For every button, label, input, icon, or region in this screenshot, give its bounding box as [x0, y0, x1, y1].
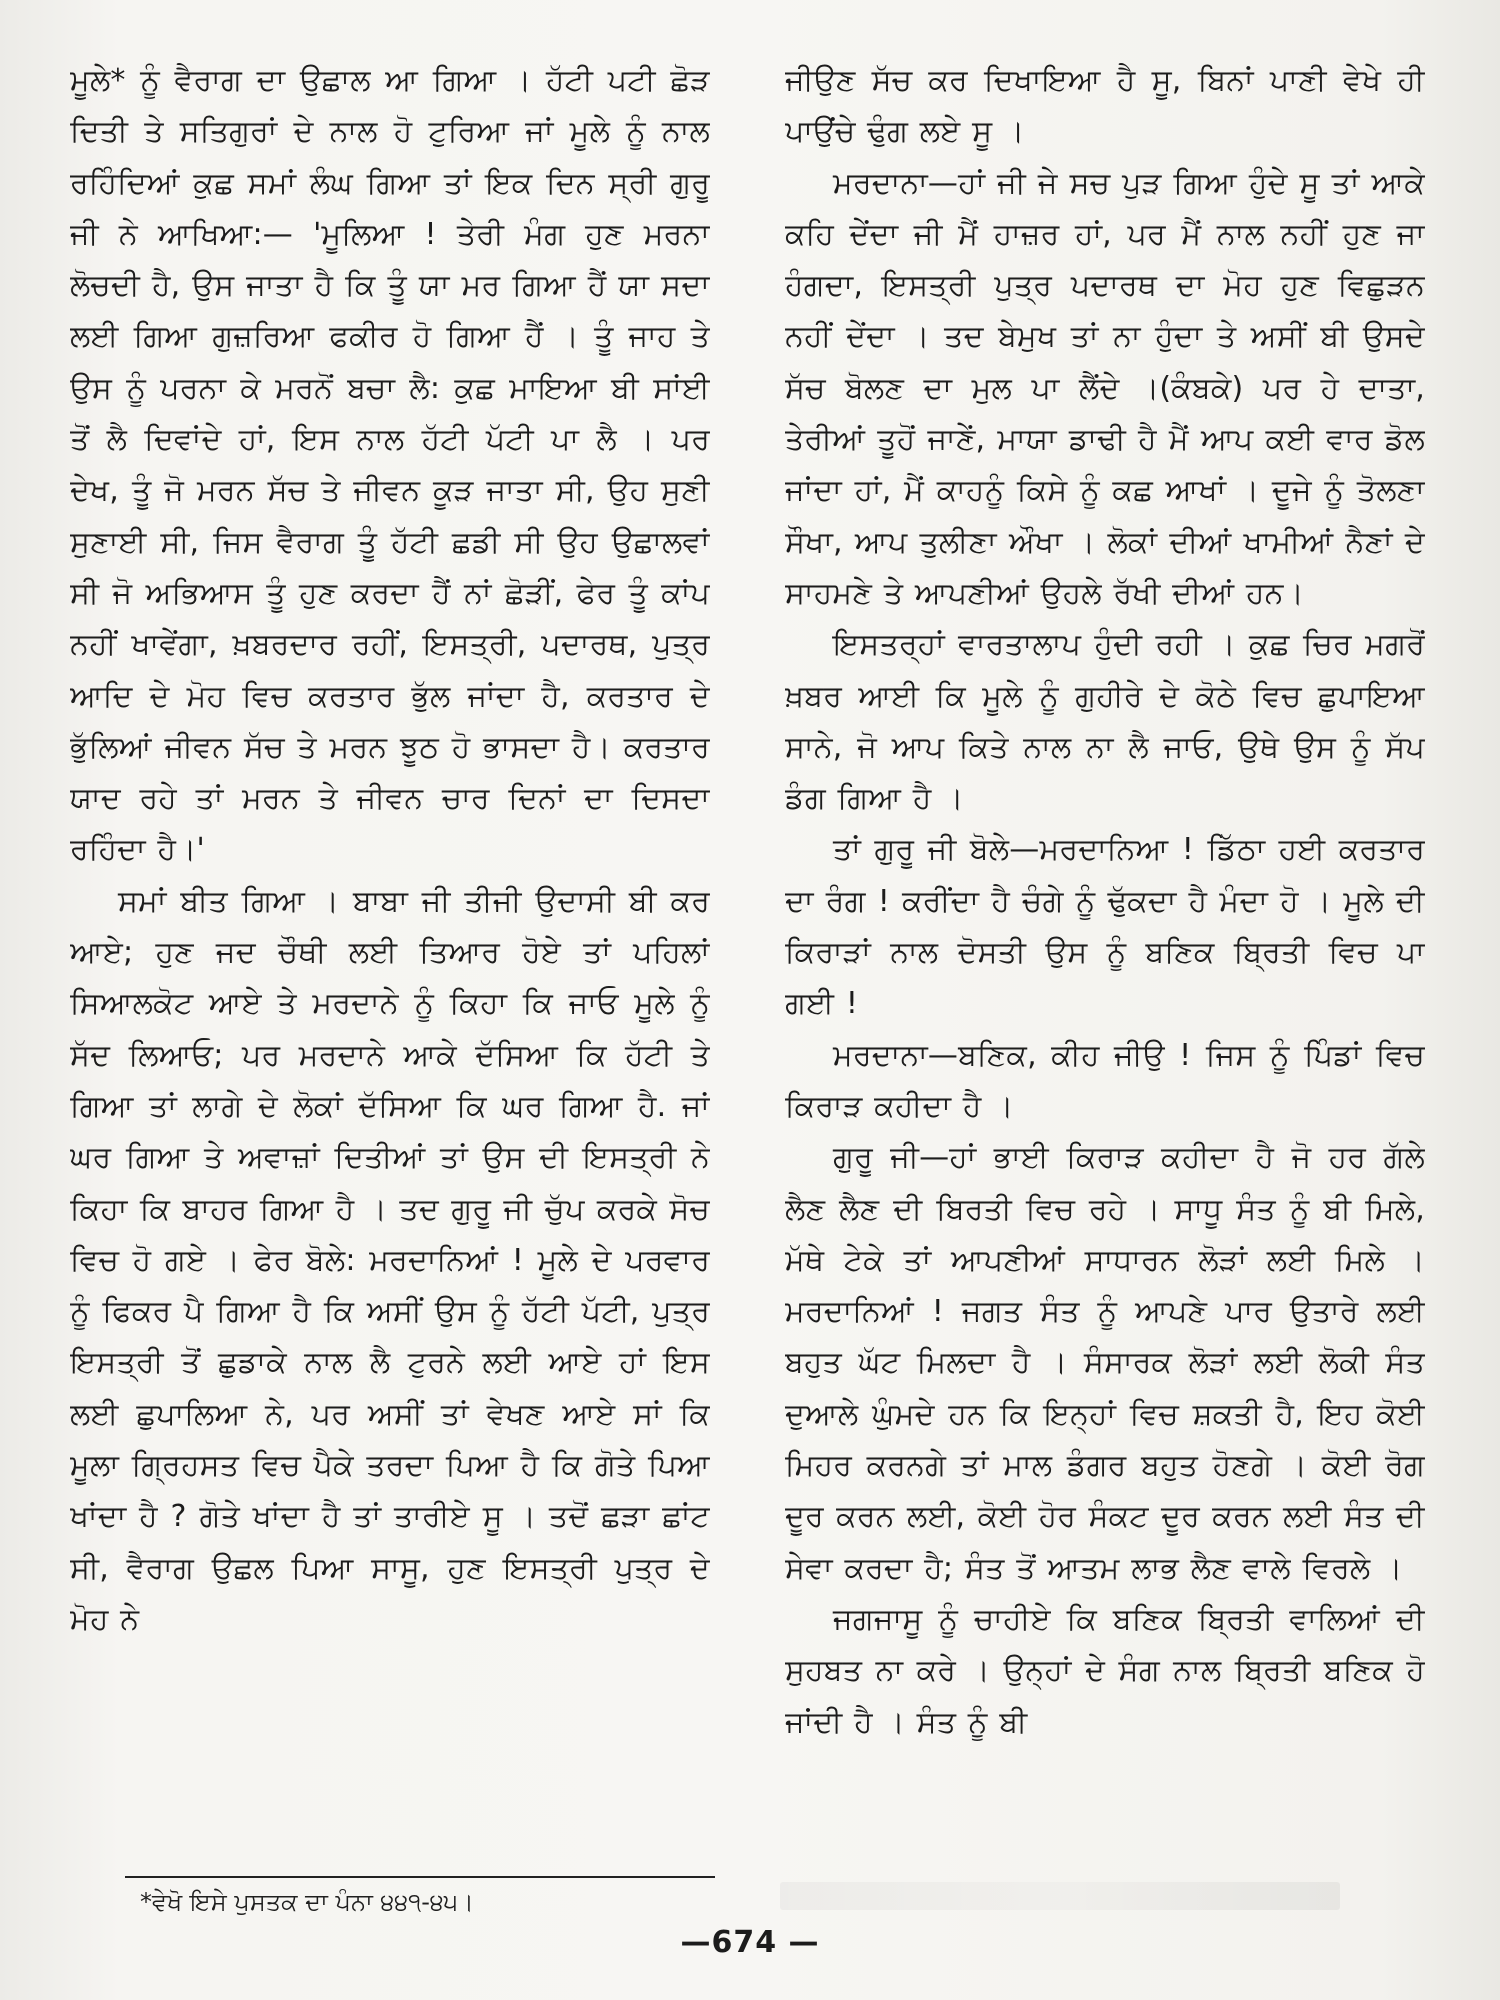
right-paragraph-4: ਤਾਂ ਗੁਰੂ ਜੀ ਬੋਲੇ—ਮਰਦਾਨਿਆ ! ਡਿੱਠਾ ਹਈ ਕਰਤਾਰ ਦਾ ਰੰਗ ! ਕਰੀਂਦਾ ਹੈ ਚੰਗੇ ਨੂੰ ਢੁੱਕਦਾ ਹੈ ਮੰਦਾ ਹੋ । ਮੂਲੇ ਦੀ ਕਿਰਾੜਾਂ ਨਾਲ ਦੋਸਤੀ ਉਸ ਨੂੰ ਬਣਿਕ ਬ੍ਰਿਤੀ ਵਿਚ ਪਾ ਗਈ ! [785, 832, 1425, 1022]
footnote: *ਵੇਖੋ ਇਸੇ ਪੁਸਤਕ ਦਾ ਪੰਨਾ ੪੪੧-੪੫। [140, 1888, 474, 1916]
left-paragraph-2: ਸਮਾਂ ਬੀਤ ਗਿਆ । ਬਾਬਾ ਜੀ ਤੀਜੀ ਉਦਾਸੀ ਬੀ ਕਰ ਆਏ; ਹੁਣ ਜਦ ਚੌਥੀ ਲਈ ਤਿਆਰ ਹੋਏ ਤਾਂ ਪਹਿਲਾਂ ਸਿਆਲਕੋਟ ਆਏ ਤੇ ਮਰਦਾਨੇ ਨੂੰ ਕਿਹਾ ਕਿ ਜਾਓ ਮੂਲੇ ਨੂੰ ਸੱਦ ਲਿਆਓ; ਪਰ ਮਰਦਾਨੇ ਆਕੇ ਦੱਸਿਆ ਕਿ ਹੱਟੀ ਤੇ ਗਿਆ ਤਾਂ ਲਾਗੇ ਦੇ ਲੋਕਾਂ ਦੱਸਿਆ ਕਿ ਘਰ ਗਿਆ ਹੈ. ਜਾਂ ਘਰ ਗਿਆ ਤੇ ਅਵਾਜ਼ਾਂ ਦਿਤੀਆਂ ਤਾਂ ਉਸ ਦੀ ਇਸਤ੍ਰੀ ਨੇ ਕਿਹਾ ਕਿ ਬਾਹਰ ਗਿਆ ਹੈ । ਤਦ ਗੁਰੂ ਜੀ ਚੁੱਪ ਕਰਕੇ ਸੋਚ ਵਿਚ ਹੋ ਗਏ । ਫੇਰ ਬੋਲੇ: ਮਰਦਾਨਿਆਂ ! ਮੂਲੇ ਦੇ ਪਰਵਾਰ ਨੂੰ ਫਿਕਰ ਪੈ ਗਿਆ ਹੈ ਕਿ ਅਸੀਂ ਉਸ ਨੂੰ ਹੱਟੀ ਪੱਟੀ, ਪੁਤ੍ਰ ਇਸਤ੍ਰੀ ਤੋਂ ਛੁਡਾਕੇ ਨਾਲ ਲੈ ਟੁਰਨੇ ਲਈ ਆਏ ਹਾਂ ਇਸ ਲਈ ਛੁਪਾਲਿਆ ਨੇ, ਪਰ ਅਸੀਂ ਤਾਂ ਵੇਖਣ ਆਏ ਸਾਂ ਕਿ ਮੂਲਾ ਗ੍ਰਿਹਸਤ ਵਿਚ ਪੈਕੇ ਤਰਦਾ ਪਿਆ ਹੈ ਕਿ ਗੋਤੇ ਪਿਆ ਖਾਂਦਾ ਹੈ ? ਗੋਤੇ ਖਾਂਦਾ ਹੈ ਤਾਂ ਤਾਰੀਏ ਸੂ । ਤਦੋਂ ਛੜਾ ਛਾਂਟ ਸੀ, ਵੈਰਾਗ ਉਛਲ ਪਿਆ ਸਾਸੂ, ਹੁਣ ਇਸਤ੍ਰੀ ਪੁਤ੍ਰ ਦੇ ਮੋਹ ਨੇ [70, 883, 710, 1637]
page-number: —674 — [680, 1925, 820, 1960]
bleed-through-text [780, 1882, 1340, 1910]
right-paragraph-2: ਮਰਦਾਨਾ—ਹਾਂ ਜੀ ਜੇ ਸਚ ਪੁੜ ਗਿਆ ਹੁੰਦੇ ਸੂ ਤਾਂ ਆਕੇ ਕਹਿ ਦੇਂਦਾ ਜੀ ਮੈਂ ਹਾਜ਼ਰ ਹਾਂ, ਪਰ ਮੈਂ ਨਾਲ ਨਹੀਂ ਹੁਣ ਜਾ ਹੰਗਦਾ, ਇਸਤ੍ਰੀ ਪੁਤ੍ਰ ਪਦਾਰਥ ਦਾ ਮੋਹ ਹੁਣ ਵਿਛੁੜਨ ਨਹੀਂ ਦੇਂਦਾ । ਤਦ ਬੇਮੁਖ ਤਾਂ ਨਾ ਹੁੰਦਾ ਤੇ ਅਸੀਂ ਬੀ ਉਸਦੇ ਸੱਚ ਬੋਲਣ ਦਾ ਮੁਲ ਪਾ ਲੈਂਦੇ ।(ਕੰਬਕੇ) ਪਰ ਹੇ ਦਾਤਾ, ਤੇਰੀਆਂ ਤੂਹੋਂ ਜਾਣੇਂ, ਮਾਯਾ ਡਾਢੀ ਹੈ ਮੈਂ ਆਪ ਕਈ ਵਾਰ ਡੋਲ ਜਾਂਦਾ ਹਾਂ, ਮੈਂ ਕਾਹਨੂੰ ਕਿਸੇ ਨੂੰ ਕਛ ਆਖਾਂ । ਦੂਜੇ ਨੂੰ ਤੋਲਣਾ ਸੌਖਾ, ਆਪ ਤੁਲੀਣਾ ਔਖਾ । ਲੋਕਾਂ ਦੀਆਂ ਖਾਮੀਆਂ ਨੈਣਾਂ ਦੇ ਸਾਹਮਣੇ ਤੇ ਆਪਣੀਆਂ ਉਹਲੇ ਰੱਖੀ ਦੀਆਂ ਹਨ। [785, 165, 1425, 611]
right-paragraph-7: ਜਗਜਾਸੂ ਨੂੰ ਚਾਹੀਏ ਕਿ ਬਣਿਕ ਬ੍ਰਿਤੀ ਵਾਲਿਆਂ ਦੀ ਸੁਹਬਤ ਨਾ ਕਰੇ । ਉਨ੍ਹਾਂ ਦੇ ਸੰਗ ਨਾਲ ਬ੍ਰਿਤੀ ਬਣਿਕ ਹੋ ਜਾਂਦੀ ਹੈ । ਸੰਤ ਨੂੰ ਬੀ [785, 1601, 1425, 1740]
left-paragraph-1: ਮੂਲੇ* ਨੂੰ ਵੈਰਾਗ ਦਾ ਉਛਾਲ ਆ ਗਿਆ । ਹੱਟੀ ਪਟੀ ਛੋੜ ਦਿਤੀ ਤੇ ਸਤਿਗੁਰਾਂ ਦੇ ਨਾਲ ਹੋ ਟੁਰਿਆ ਜਾਂ ਮੂਲੇ ਨੂੰ ਨਾਲ ਰਹਿੰਦਿਆਂ ਕੁਛ ਸਮਾਂ ਲੰਘ ਗਿਆ ਤਾਂ ਇਕ ਦਿਨ ਸ੍ਰੀ ਗੁਰੂ ਜੀ ਨੇ ਆਖਿਆ:— 'ਮੂਲਿਆ ! ਤੇਰੀ ਮੰਗ ਹੁਣ ਮਰਨਾ ਲੋਚਦੀ ਹੈ, ਉਸ ਜਾਤਾ ਹੈ ਕਿ ਤੂੰ ਯਾ ਮਰ ਗਿਆ ਹੈਂ ਯਾ ਸਦਾ ਲਈ ਗਿਆ ਗੁਜ਼ਰਿਆ ਫਕੀਰ ਹੋ ਗਿਆ ਹੈਂ । ਤੂੰ ਜਾਹ ਤੇ ਉਸ ਨੂੰ ਪਰਨਾ ਕੇ ਮਰਨੋਂ ਬਚਾ ਲੈ: ਕੁਛ ਮਾਇਆ ਬੀ ਸਾਂਈ ਤੋਂ ਲੈ ਦਿਵਾਂਦੇ ਹਾਂ, ਇਸ ਨਾਲ ਹੱਟੀ ਪੱਟੀ ਪਾ ਲੈ । ਪਰ ਦੇਖ, ਤੂੰ ਜੋ ਮਰਨ ਸੱਚ ਤੇ ਜੀਵਨ ਕੂੜ ਜਾਤਾ ਸੀ, ਉਹ ਸੁਣੀ ਸੁਣਾਈ ਸੀ, ਜਿਸ ਵੈਰਾਗ ਤੂੰ ਹੱਟੀ ਛਡੀ ਸੀ ਉਹ ਉਛਾਲਵਾਂ ਸੀ ਜੋ ਅਭਿਆਸ ਤੂੰ ਹੁਣ ਕਰਦਾ ਹੈਂ ਨਾਂ ਛੋੜੀਂ, ਫੇਰ ਤੂੰ ਕਾਂਪ ਨਹੀਂ ਖਾਵੇਂਗਾ, ਖ਼ਬਰਦਾਰ ਰਹੀਂ, ਇਸਤ੍ਰੀ, ਪਦਾਰਥ, ਪੁਤ੍ਰ ਆਦਿ ਦੇ ਮੋਹ ਵਿਚ ਕਰਤਾਰ ਭੁੱਲ ਜਾਂਦਾ ਹੈ, ਕਰਤਾਰ ਦੇ ਭੁੱਲਿਆਂ ਜੀਵਨ ਸੱਚ ਤੇ ਮਰਨ ਝੂਠ ਹੋ ਭਾਸਦਾ ਹੈ। ਕਰਤਾਰ ਯਾਦ ਰਹੇ ਤਾਂ ਮਰਨ ਤੇ ਜੀਵਨ ਚਾਰ ਦਿਨਾਂ ਦਾ ਦਿਸਦਾ ਰਹਿੰਦਾ ਹੈ।' [70, 63, 710, 868]
right-paragraph-6: ਗੁਰੂ ਜੀ—ਹਾਂ ਭਾਈ ਕਿਰਾੜ ਕਹੀਦਾ ਹੈ ਜੋ ਹਰ ਗੱਲੇ ਲੈਣ ਲੈਣ ਦੀ ਬਿਰਤੀ ਵਿਚ ਰਹੇ । ਸਾਧੂ ਸੰਤ ਨੂੰ ਬੀ ਮਿਲੇ, ਮੱਥੇ ਟੇਕੇ ਤਾਂ ਆਪਣੀਆਂ ਸਾਧਾਰਨ ਲੋੜਾਂ ਲਈ ਮਿਲੇ । ਮਰਦਾਨਿਆਂ ! ਜਗਤ ਸੰਤ ਨੂੰ ਆਪਣੇ ਪਾਰ ਉਤਾਰੇ ਲਈ ਬਹੁਤ ਘੱਟ ਮਿਲਦਾ ਹੈ । ਸੰਸਾਰਕ ਲੋੜਾਂ ਲਈ ਲੋਕੀ ਸੰਤ ਦੁਆਲੇ ਘੁੰਮਦੇ ਹਨ ਕਿ ਇਨ੍ਹਾਂ ਵਿਚ ਸ਼ਕਤੀ ਹੈ, ਇਹ ਕੋਈ ਮਿਹਰ ਕਰਨਗੇ ਤਾਂ ਮਾਲ ਡੰਗਰ ਬਹੁਤ ਹੋਣਗੇ । ਕੋਈ ਰੋਗ ਦੂਰ ਕਰਨ ਲਈ, ਕੋਈ ਹੋਰ ਸੰਕਟ ਦੂਰ ਕਰਨ ਲਈ ਸੰਤ ਦੀ ਸੇਵਾ ਕਰਦਾ ਹੈ; ਸੰਤ ਤੋਂ ਆਤਮ ਲਾਭ ਲੈਣ ਵਾਲੇ ਵਿਰਲੇ । [785, 1140, 1425, 1586]
right-paragraph-3: ਇਸਤਰ੍ਹਾਂ ਵਾਰਤਾਲਾਪ ਹੁੰਦੀ ਰਹੀ । ਕੁਛ ਚਿਰ ਮਗਰੋਂ ਖ਼ਬਰ ਆਈ ਕਿ ਮੂਲੇ ਨੂੰ ਗੁਹੀਰੇ ਦੇ ਕੋਠੇ ਵਿਚ ਛੁਪਾਇਆ ਸਾਨੇ, ਜੋ ਆਪ ਕਿਤੇ ਨਾਲ ਨਾ ਲੈ ਜਾਓ, ਉਥੇ ਉਸ ਨੂੰ ਸੱਪ ਡੰਗ ਗਿਆ ਹੈ । [785, 627, 1425, 817]
right-paragraph-5: ਮਰਦਾਨਾ—ਬਣਿਕ, ਕੀਹ ਜੀਉ ! ਜਿਸ ਨੂੰ ਪਿੰਡਾਂ ਵਿਚ ਕਿਰਾੜ ਕਹੀਦਾ ਹੈ । [785, 1037, 1425, 1124]
left-column [70, 55, 710, 1855]
footnote-divider [125, 1876, 715, 1878]
right-column [785, 55, 1425, 1855]
right-paragraph-1: ਜੀਉਣ ਸੱਚ ਕਰ ਦਿਖਾਇਆ ਹੈ ਸੂ, ਬਿਨਾਂ ਪਾਣੀ ਵੇਖੇ ਹੀ ਪਾਉਂਚੇ ਢੁੰਗ ਲਏ ਸੂ । [785, 63, 1425, 150]
